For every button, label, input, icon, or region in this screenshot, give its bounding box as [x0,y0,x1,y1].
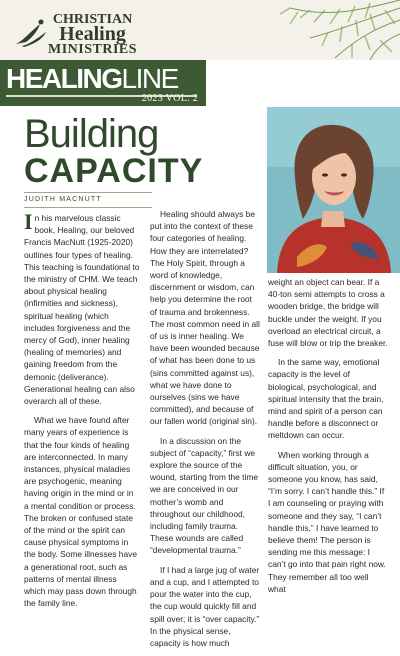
masthead [0,0,400,60]
paragraph-text: n his marvelous classic book, Healing, our beloved Francis MacNutt (1925-2020) outlines four types of healing. This teaching is foundational to the ministry of CHM. We teach about physical healing (infirmities and sickness), spiritual healing (which includes forgiveness and the mercy of God), inner healing (healing of memories) and gaining freedom from the demonic (deliverance). Generational healing can also overarch all of these. [24,213,140,407]
article-column-2 [150,208,260,656]
paragraph: weight an object can bear. If a 40-ton semi attempts to cross a wooden bridge, the bridge will buckle under the weight. If you overload an electrical circuit, a fuse will blow or trip the breaker. [268,277,388,349]
issue-label: 2023 VOL. 2 [141,93,198,104]
article-column-3 [268,276,388,602]
paragraph: In a discussion on the subject of “capacity,” first we explore the source of the wound, starting from the time we are conceived in our mother’s womb and throughout our childhood, including family trauma. These wounds are called “developmental trauma.” [150,435,258,556]
paragraph [24,209,140,407]
logo-line-ministries: MINISTRIES [48,42,138,57]
paragraph: When working through a difficult situation, you, or someone you know, has said, “I’m sorry. I can’t handle this.” If I am counseling or praying with someone and they say, “I can’t handle this,” I have learned to believe them! The person is sending me this message: I can’t go into that pain right now. They remember all too well what [268,449,386,594]
paragraph: Healing should always be put into the context of these four categories of healing. How they are interrelated? The Holy Spirit, through a word of knowledge, discernment or wisdom, can help you determine the root of trauma and brokenness. The most common need in all of us is inner healing. We have been wounded because of what has been done to us (sins committed against us), what we have done to ourselves (sins we have committed), and because of our fallen world (original sin). [150,209,260,427]
newsletter-title-light: LINE [121,63,178,94]
author-byline: JUDITH MACNUTT [24,196,102,203]
newsletter-title [6,63,178,95]
logo-line-healing: Healing [59,23,126,45]
author-photo [267,107,400,273]
logo-line-christian: CHRISTIAN [52,12,133,27]
paragraph: What we have found after many years of experience is that the four kinds of healing are interconnected. In many instances, physical maladies are psychogenic, meaning having origin in the mind or in a mental condition or process. The broken or confused state of the mind or the spirit can cause physical symptoms in the body. Some illnesses have a generational root, such as patterns of mental illness which may pass down through the family line. [24,415,137,609]
newsletter-title-bold: HEALING [6,63,122,94]
drop-cap: I [24,209,33,234]
byline-rule-bottom [24,207,152,208]
byline-rule-top [24,192,152,193]
headline-line-1: Building [24,112,159,156]
ministry-logo [48,12,137,57]
headline-line-2: CAPACITY [24,152,204,190]
paragraph: If I had a large jug of water and a cup, and I attempted to pour the water into the cup, the cup would quickly fill and spill over; it is “over capacity.” In the physical sense, capacity is how much [150,564,260,648]
newsletter-banner [0,60,206,106]
paragraph: In the same way, emotional capacity is the level of biological, psychological, and spiritual intensity that the brain, mind and spirit of a person can handle before a disconnect or meltdown can occur. [268,357,384,441]
praying-figure-icon [14,18,48,48]
palm-leaves-icon [170,0,400,60]
article-column-1 [24,209,140,617]
